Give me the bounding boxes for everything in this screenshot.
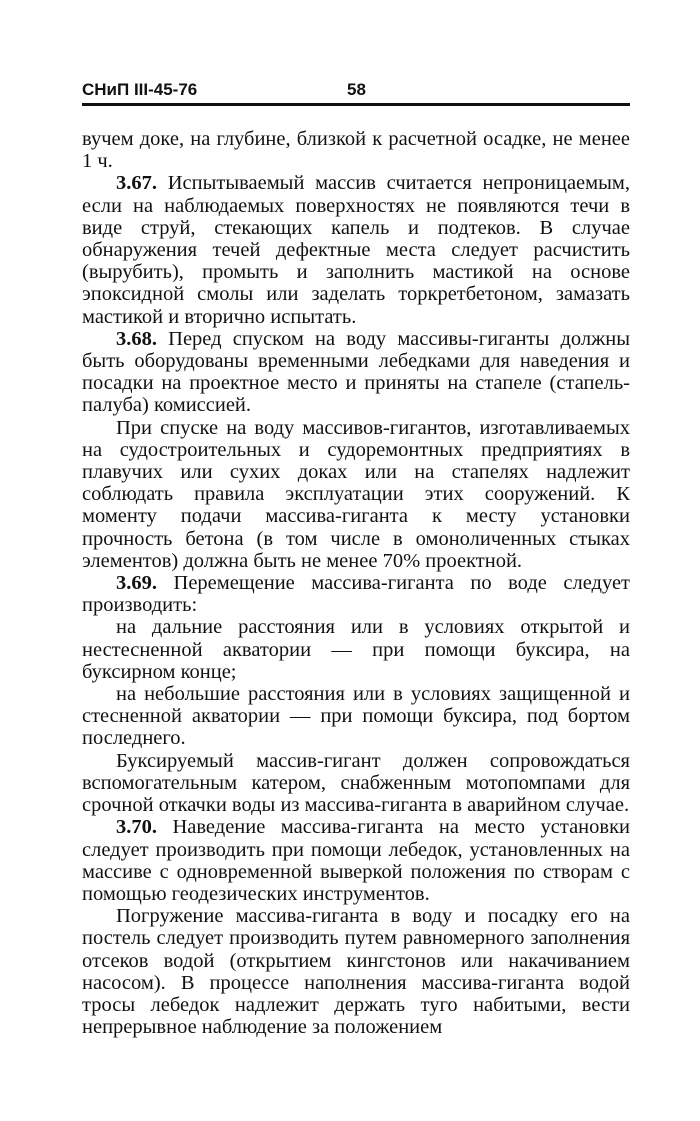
clause-text: Перемещение массива-гиганта по воде следует производить:: [82, 572, 630, 617]
clause-number: 3.67.: [116, 172, 157, 195]
clause-text: Наведение массива-гиганта на место установки следует производить при помощи лебедок, установленных на массиве с одновременной выверкой положения по створам с помощью геодезических инструментов.: [82, 816, 630, 905]
document-code: СНиП III-45-76: [82, 80, 198, 99]
clause-text: Испытываемый массив считается непроницаемым, если на наблюдаемых поверхностях не появляются течи в виде струй, стекающих капель и подтеков. В случае обнаружения течей дефектные места следует расчистить (вырубить), промыть и заполнить мастикой на основе эпоксидной смолы или заделать торкретбетоном, замазать мастикой и вторично испытать.: [82, 172, 630, 328]
paragraph: Погружение массива-гиганта в воду и посадку его на постель следует производить путем равномерного заполнения отсеков водой (открытием кингстонов или накачиванием насосом). В процессе наполнения массива-гиганта водой тросы лебедок надлежит держать туго набитыми, вести непрерывное наблюдение за положением: [82, 905, 630, 1039]
clause-number: 3.70.: [116, 816, 157, 839]
list-item: на небольшие расстояния или в условиях защищенной и стесненной акватории — при помощи буксира, под бортом последнего.: [82, 683, 630, 750]
clause-text: Перед спуском на воду массивы-гиганты должны быть оборудованы временными лебедками для наведения и посадки на проектное место и приняты на стапеле (стапель-палуба) комиссией.: [82, 327, 630, 417]
paragraph: Буксируемый массив-гигант должен сопровождаться вспомогательным катером, снабженным мотопомпами для срочной откачки воды из массива-гиганта в аварийном случае.: [82, 749, 630, 817]
clause-3-70: [82, 816, 630, 905]
clause-number: 3.68.: [116, 327, 157, 350]
list-item: на дальние расстояния или в условиях открытой и нестесненной акватории — при помощи буксира, на буксирном конце;: [82, 616, 630, 683]
clause-3-68: [82, 328, 630, 417]
clause-3-67: [82, 172, 630, 327]
header-rule: [82, 103, 630, 106]
page-header: [82, 80, 630, 104]
document-body: [82, 128, 630, 1038]
clause-number: 3.69.: [116, 572, 157, 595]
paragraph: вучем доке, на глубине, близкой к расчетной осадке, не менее 1 ч.: [82, 128, 630, 173]
page-number: 58: [347, 80, 366, 99]
paragraph: При спуске на воду массивов-гигантов, изготавливаемых на судостроительных и судоремонтных предприятиях в плавучих или сухих доках или на стапелях надлежит соблюдать правила эксплуатации этих сооружений. К моменту подачи массива-гиганта к месту установки прочность бетона (в том числе в омоноличенных стыках элементов) должна быть не менее 70% проектной.: [82, 416, 630, 572]
clause-3-69: [82, 572, 630, 616]
